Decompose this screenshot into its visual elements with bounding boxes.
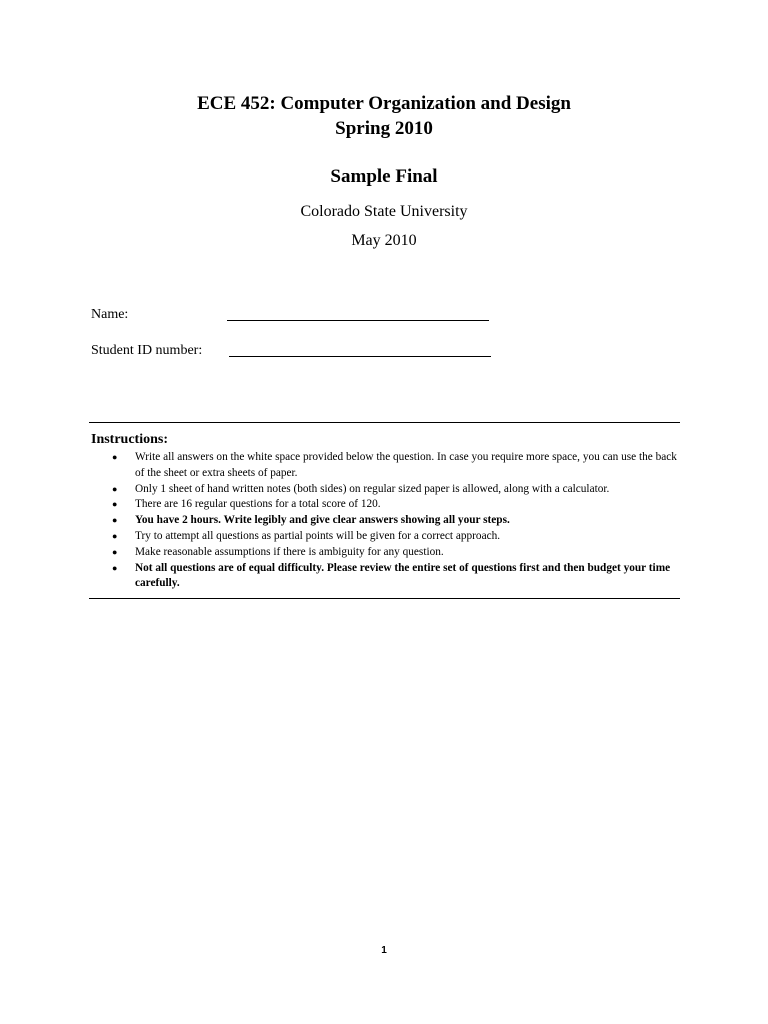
instruction-text: Only 1 sheet of hand written notes (both sides) on regular sized paper is allowed, along with a calculator. — [135, 482, 610, 495]
name-blank-line — [227, 320, 489, 321]
student-id-label: Student ID number: — [91, 343, 203, 358]
student-id-blank-line — [229, 356, 491, 357]
instruction-item — [91, 450, 683, 482]
instruction-text: There are 16 regular questions for a total score of 120. — [135, 498, 381, 511]
bullet-icon: ● — [112, 562, 118, 573]
course-title: ECE 452: Computer Organization and Design — [197, 93, 571, 114]
bullet-icon: ● — [112, 499, 118, 510]
bullet-icon: ● — [112, 515, 118, 526]
bullet-icon: ● — [112, 483, 118, 494]
instruction-text: You have 2 hours. Write legibly and give clear answers showing all your steps. — [135, 514, 510, 527]
instruction-item — [91, 561, 683, 593]
instructions-list — [91, 450, 683, 592]
bullet-icon: ● — [112, 530, 118, 541]
instruction-item — [91, 497, 683, 513]
page-number: 1 — [381, 945, 387, 956]
bullet-icon: ● — [112, 452, 118, 462]
instruction-item — [91, 482, 683, 498]
instructions-heading: Instructions: — [91, 432, 169, 447]
instruction-text: Not all questions are of equal difficulty. Please review the entire set of questions first and then budget your time carefully. — [135, 561, 671, 590]
name-label: Name: — [91, 307, 129, 322]
exam-title: Sample Final — [330, 166, 438, 187]
instruction-item — [91, 529, 683, 545]
instruction-text: Try to attempt all questions as partial points will be given for a correct approach. — [135, 529, 501, 542]
instructions-bottom-rule — [89, 598, 680, 599]
exam-term: Spring 2010 — [335, 118, 433, 139]
university-name: Colorado State University — [300, 203, 468, 220]
bullet-icon: ● — [112, 546, 118, 557]
instruction-item — [91, 513, 683, 529]
instruction-text: Write all answers on the white space provided below the question. In case you require more space, you can use the back of the sheet or extra sheets of paper. — [135, 451, 677, 479]
instruction-item — [91, 545, 683, 561]
exam-date: May 2010 — [351, 232, 417, 249]
instructions-top-rule — [89, 422, 680, 423]
instruction-text: Make reasonable assumptions if there is ambiguity for any question. — [135, 545, 444, 558]
